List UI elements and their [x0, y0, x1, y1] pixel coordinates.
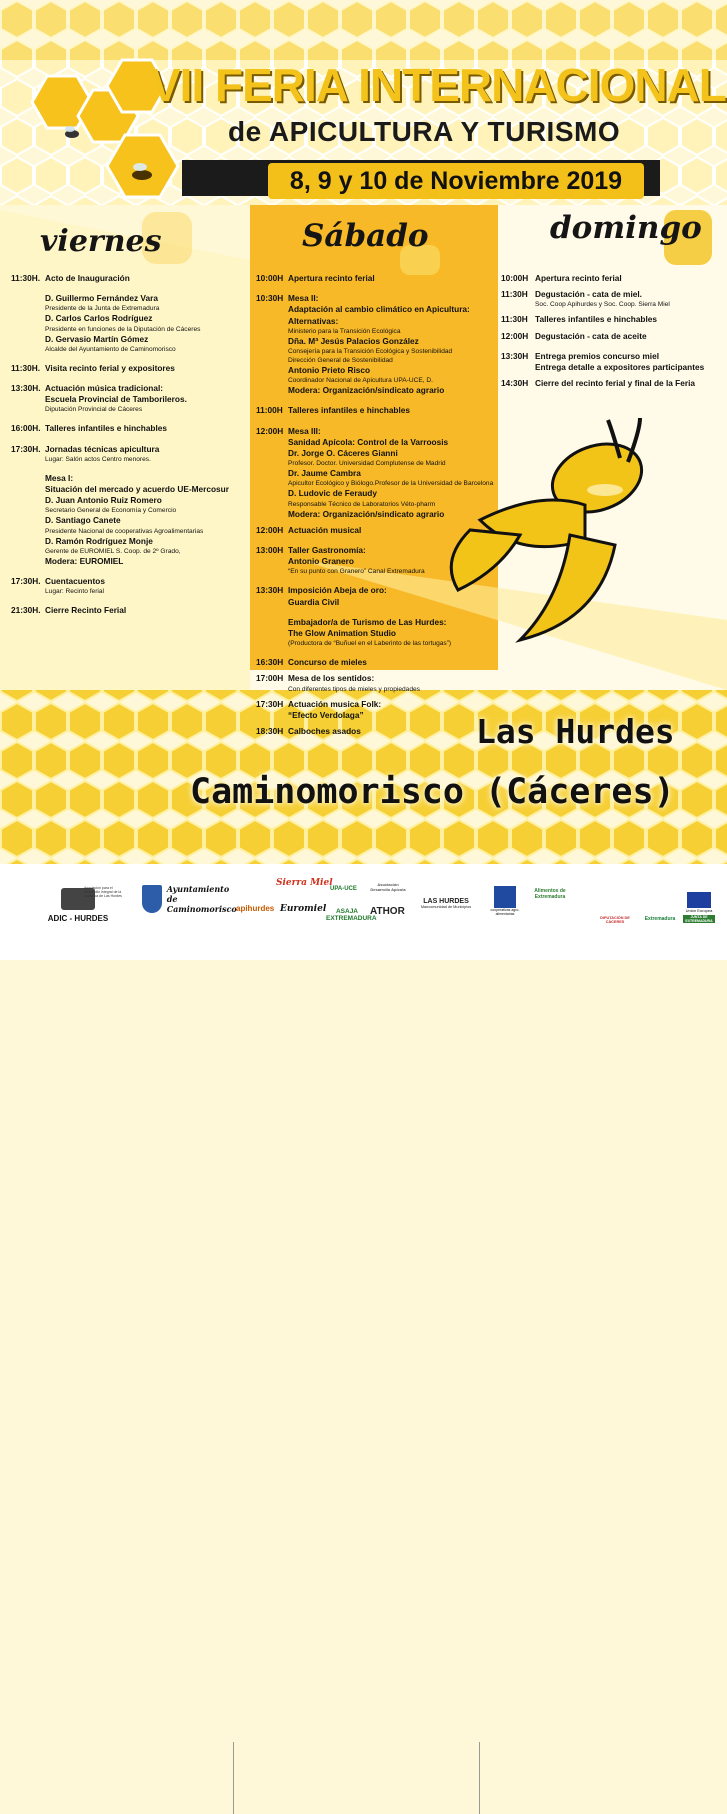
event-text: Modera: Organización/sindicato agrario	[288, 508, 445, 519]
schedule-line	[11, 473, 251, 484]
schedule-line	[11, 576, 251, 587]
event-text: Antonio Granero	[288, 556, 354, 567]
schedule-item	[256, 426, 501, 520]
schedule-item	[256, 273, 501, 284]
logo-apihurdes: apihurdes	[236, 904, 275, 913]
logo-ayuntamiento-label: Ayuntamiento de Caminomorisco	[166, 884, 237, 914]
event-time: 13:30H.	[11, 383, 41, 394]
schedule-line	[11, 363, 251, 374]
event-text: D. Ludovic de Feraudy	[288, 488, 377, 499]
spacer	[11, 374, 251, 383]
schedule-line	[11, 304, 251, 313]
event-time: 17:00H	[256, 673, 284, 684]
event-text: Cierre Recinto Ferial	[45, 605, 127, 616]
schedule-item	[11, 444, 251, 464]
event-detail: Presidente de la Junta de Extremadura	[45, 305, 160, 313]
schedule-line	[256, 488, 501, 499]
logo-sierramiel: Sierra Miel	[276, 878, 333, 888]
spacer	[256, 536, 501, 545]
event-detail: Responsable Técnico de Laboratorios Véto-pharm	[288, 500, 436, 508]
logo-upa: UPA-UCE	[330, 886, 357, 892]
event-text: Imposición Abeja de oro:	[288, 585, 387, 596]
schedule-item	[11, 383, 251, 414]
schedule-item	[501, 273, 721, 284]
event-time: 16:00H.	[11, 423, 41, 434]
logo-ada: Asociación Desarrollo Apícola	[370, 882, 406, 892]
event-subtitle: de APICULTURA Y TURISMO	[228, 116, 621, 147]
logo-alimentos: Alimentos de Extremadura	[534, 888, 566, 900]
schedule-line	[11, 334, 251, 345]
event-dates: 8, 9 y 10 de Noviembre 2019	[268, 163, 644, 199]
logo-ayuntamiento	[138, 884, 237, 914]
spacer	[256, 284, 501, 293]
schedule-line	[256, 437, 501, 448]
schedule-line	[256, 525, 501, 536]
schedule-item	[11, 363, 251, 374]
event-detail: Secretario General de Economía y Comercio	[45, 507, 177, 515]
logo-lashurdes-sub: Mancomunidad de Municipios	[420, 905, 472, 909]
spacer	[256, 608, 501, 617]
schedule-line	[256, 376, 501, 385]
event-text: D. Carlos Carlos Rodríguez	[45, 313, 153, 324]
shield-icon	[142, 885, 162, 913]
schedule-line	[501, 351, 721, 362]
schedule-line	[256, 673, 501, 684]
logo-lashurdes	[417, 898, 475, 909]
schedule-line	[11, 423, 251, 434]
event-time: 11:30H	[501, 314, 528, 325]
schedule-line	[11, 325, 251, 334]
logo-ue-label: Unión Europea	[685, 908, 713, 913]
event-time: 13:00H	[256, 545, 284, 556]
schedule-item	[256, 657, 501, 668]
schedule-friday	[11, 273, 251, 616]
event-text: Talleres infantiles e hinchables	[535, 314, 658, 325]
schedule-line	[256, 347, 501, 356]
event-text: Antonio Prieto Risco	[288, 365, 371, 376]
day-title-friday: viernes	[40, 224, 162, 259]
schedule-item	[256, 545, 501, 576]
event-text: D. Santiago Canete	[45, 515, 121, 526]
schedule-item	[256, 673, 501, 693]
spacer	[11, 354, 251, 363]
schedule-line	[501, 300, 721, 309]
event-text: Modera: EUROMIEL	[45, 555, 124, 566]
event-text: Entrega premios concurso miel	[535, 350, 660, 361]
schedule-line	[256, 356, 501, 365]
event-text: Embajador/a de Turismo de Las Hurdes:	[288, 616, 447, 627]
schedule-item	[256, 585, 501, 607]
schedule-item	[11, 473, 251, 567]
schedule-line	[256, 509, 501, 520]
schedule-line	[11, 293, 251, 304]
event-text: Visita recinto ferial y expositores	[45, 362, 175, 373]
schedule-line	[11, 273, 251, 284]
logo-cooperativas	[485, 886, 525, 916]
schedule-line	[11, 484, 251, 495]
divider	[479, 1742, 480, 1814]
schedule-line	[256, 479, 501, 488]
logo-lashurdes-label: LAS HURDES	[423, 898, 469, 905]
schedule-line	[11, 605, 251, 616]
event-text: Talleres infantiles e hinchables	[288, 405, 411, 416]
schedule-line	[256, 545, 501, 556]
schedule-item	[11, 423, 251, 434]
schedule-line	[11, 405, 251, 414]
event-title: VII FERIA INTERNACIONAL	[150, 59, 726, 111]
schedule-line	[256, 365, 501, 376]
schedule-line	[11, 536, 251, 547]
event-detail: Consejería para la Transición Ecológica y Sostenibilidad	[288, 348, 453, 356]
schedule-line	[256, 500, 501, 509]
event-detail: (Productora de “Buñuel en el Laberinto de las tortugas”)	[288, 640, 452, 648]
event-detail: Coordinador Nacional de Apicultura UPA-UCE, D.	[288, 377, 434, 385]
logo-junta-label: JUNTA DE EXTREMADURA	[683, 915, 715, 923]
event-detail: Dirección General de Sostenibilidad	[288, 357, 393, 365]
event-time: 13:30H	[256, 585, 284, 596]
spacer	[11, 464, 251, 473]
schedule-line	[256, 426, 501, 437]
event-detail: Presidente en funciones de la Diputación de Cáceres	[45, 325, 201, 333]
event-text: Acto de Inauguración	[45, 273, 130, 283]
logo-cooperativas-label: cooperativas agro-alimentarias	[490, 908, 520, 916]
event-text: D. Ramón Rodríguez Monje	[45, 535, 153, 546]
schedule-item	[256, 617, 501, 648]
event-detail: Ministerio para la Transición Ecológica	[288, 327, 401, 335]
schedule-item	[501, 351, 721, 373]
event-text: Mesa de los sentidos:	[288, 673, 375, 684]
schedule-line	[256, 327, 501, 336]
schedule-line	[11, 345, 251, 354]
schedule-line	[256, 293, 501, 304]
event-time: 11:30H.	[11, 362, 41, 373]
schedule-line	[11, 394, 251, 405]
event-text: Situación del mercado y acuerdo UE-Mercosur	[45, 484, 229, 495]
schedule-sunday	[501, 273, 721, 389]
spacer	[256, 648, 501, 657]
schedule-line	[256, 556, 501, 567]
spacer	[256, 576, 501, 585]
schedule-line	[256, 628, 501, 639]
schedule-line	[256, 448, 501, 459]
event-time: 11:00H	[256, 405, 283, 416]
event-text: Cierre del recinto ferial y final de la Feria	[535, 378, 696, 389]
event-detail: “En su punto con Granero” Canal Extremadura	[288, 568, 425, 576]
event-text: Dr. Jorge O. Cáceres Gianni	[288, 448, 398, 459]
schedule-item	[256, 699, 501, 721]
schedule-line	[256, 468, 501, 479]
event-detail: Diputación Provincial de Cáceres	[45, 406, 143, 414]
event-text: D. Gervasio Martín Gómez	[45, 333, 149, 344]
schedule-line	[256, 726, 501, 737]
spacer	[256, 417, 501, 426]
schedule-line	[256, 316, 501, 327]
schedule-line	[11, 547, 251, 556]
event-text: Entrega detalle a expositores participantes	[535, 362, 705, 373]
spacer	[11, 414, 251, 423]
schedule-line	[256, 585, 501, 596]
schedule-item	[501, 331, 721, 342]
spacer	[256, 396, 501, 405]
schedule-line	[256, 710, 501, 721]
event-time: 18:30H	[256, 726, 284, 737]
schedule-item	[256, 726, 501, 737]
schedule-line	[501, 378, 721, 389]
event-text: Jornadas técnicas apicultura	[45, 443, 160, 454]
spacer	[11, 435, 251, 444]
schedule-item	[256, 293, 501, 396]
event-time: 10:00H	[501, 273, 529, 283]
schedule-item	[11, 605, 251, 616]
event-detail: Apicultor Ecológico y Biólogo.Profesor de la Universidad de Barcelona	[288, 480, 494, 488]
event-text: Modera: Organización/sindicato agrario	[288, 385, 445, 396]
event-text: D. Juan Antonio Ruiz Romero	[45, 495, 162, 506]
event-detail: Lugar: Salón actos Centro menores.	[45, 455, 151, 463]
event-detail: Presidente Nacional de cooperativas Agroalimentarias	[45, 527, 204, 535]
sponsors-footer	[0, 864, 727, 960]
schedule-line	[256, 459, 501, 468]
schedule-item	[11, 576, 251, 596]
event-text: Talleres infantiles e hinchables	[45, 423, 168, 434]
logo-extremadura: Extremadura	[644, 916, 676, 922]
event-text: Actuación musica Folk:	[288, 698, 382, 709]
event-text: Cuentacuentos	[45, 576, 105, 587]
logo-athor: ATHOR	[370, 906, 405, 917]
logo-adic-sub: Asociación para el Desarrollo Integral de la Comarca de Las Hurdes	[84, 886, 122, 898]
event-text: Apertura recinto ferial	[535, 273, 622, 283]
schedule-item	[256, 525, 501, 536]
schedule-line	[11, 383, 251, 394]
location-town: Caminomorisco (Cáceres)	[190, 772, 675, 812]
schedule-line	[11, 556, 251, 567]
schedule-line	[256, 304, 501, 315]
day-title-saturday: Sábado	[302, 218, 429, 254]
event-text: The Glow Animation Studio	[288, 628, 397, 639]
schedule-line	[256, 597, 501, 608]
schedule-line	[11, 587, 251, 596]
schedule-item	[256, 405, 501, 416]
event-text: Degustación - cata de aceite	[535, 330, 647, 341]
event-text: Degustación - cata de miel.	[535, 289, 642, 300]
location-region: Las Hurdes	[476, 712, 675, 751]
schedule-line	[11, 506, 251, 515]
schedule-line	[501, 362, 721, 373]
schedule-line	[256, 273, 501, 284]
schedule-line	[256, 385, 501, 396]
event-text: Adaptación al cambio climático en Apicultura:	[288, 304, 470, 315]
event-time: 17:30H	[256, 698, 284, 709]
schedule-item	[11, 293, 251, 354]
event-time: 13:30H	[501, 350, 529, 361]
event-detail: Lugar: Recinto ferial	[45, 588, 105, 596]
spacer	[11, 567, 251, 576]
event-time: 12:00H	[256, 425, 284, 436]
schedule-line	[501, 273, 721, 284]
schedule-line	[11, 495, 251, 506]
logo-euromiel: Euromiel	[280, 904, 327, 914]
event-detail: Con diferentes tipos de mieles y propiedades	[288, 685, 420, 693]
schedule-item	[11, 273, 251, 284]
event-text: “Efecto Verdolaga”	[288, 709, 364, 720]
schedule-item	[501, 314, 721, 325]
event-text: Dr. Jaume Cambra	[288, 468, 361, 479]
schedule-line	[256, 699, 501, 710]
schedule-saturday	[256, 273, 501, 737]
divider	[233, 1742, 234, 1814]
event-detail: Profesor. Doctor. Universidad Complutense de Madrid	[288, 460, 446, 468]
event-detail: Soc. Coop Apihurdes y Soc. Coop. Sierra Miel	[535, 301, 670, 309]
event-detail: Gerente de EUROMIEL S. Coop. de 2º Grado,	[45, 547, 181, 555]
schedule-item	[501, 289, 721, 309]
event-time: 11:30H.	[11, 273, 41, 283]
event-text: Escuela Provincial de Tamborileros.	[45, 394, 187, 405]
event-text: Mesa I:	[45, 472, 74, 483]
event-text: Guardia Civil	[288, 596, 340, 607]
event-text: D. Guillermo Fernández Vara	[45, 293, 158, 304]
eu-flag-icon	[687, 892, 711, 908]
event-time: 11:30H	[501, 289, 528, 300]
event-time: 17:30H.	[11, 443, 41, 454]
event-text: Mesa III:	[288, 425, 321, 436]
schedule-line	[11, 515, 251, 526]
schedule-line	[256, 567, 501, 576]
event-time: 14:30H	[501, 378, 529, 389]
event-text: Calboches asados	[288, 726, 361, 737]
day-title-sunday: domingo	[550, 210, 702, 246]
event-text: Actuación música tradicional:	[45, 383, 164, 394]
schedule-line	[256, 657, 501, 668]
schedule-line	[256, 639, 501, 648]
event-time: 17:30H.	[11, 576, 41, 587]
schedule-line	[256, 685, 501, 694]
schedule-line	[11, 527, 251, 536]
event-time: 16:30H	[256, 657, 284, 668]
schedule-line	[501, 314, 721, 325]
spacer	[501, 342, 721, 351]
event-detail: Alcalde del Ayuntamiento de Caminomorisco	[45, 345, 176, 353]
schedule-line	[501, 331, 721, 342]
event-text: Sanidad Apícola: Control de la Varroosis	[288, 436, 449, 447]
schedule-line	[501, 289, 721, 300]
logo-adic-label: ADIC - HURDES	[47, 914, 109, 923]
event-time: 21:30H.	[11, 605, 41, 616]
event-time: 12:00H	[501, 330, 529, 341]
event-text: Apertura recinto ferial	[288, 273, 375, 283]
event-time: 12:00H	[256, 524, 284, 535]
event-text: Mesa II:	[288, 293, 319, 304]
event-text: Actuación musical	[288, 524, 362, 535]
spacer	[11, 596, 251, 605]
cooperativas-icon	[494, 886, 516, 908]
logo-asaja: ASAJA EXTREMADURA	[326, 908, 377, 922]
spacer	[11, 284, 251, 293]
schedule-line	[11, 313, 251, 324]
event-text: Alternativas:	[288, 315, 339, 326]
event-text: Concurso de mieles	[288, 657, 367, 668]
schedule-line	[11, 444, 251, 455]
event-time: 10:00H	[256, 273, 284, 283]
logo-ue	[683, 892, 715, 923]
event-time: 10:30H	[256, 293, 284, 304]
schedule-line	[256, 336, 501, 347]
schedule-item	[501, 378, 721, 389]
logo-diputacion: DIPUTACIÓN DE CÁCERES	[600, 916, 630, 924]
schedule-line	[256, 617, 501, 628]
event-text: Dña. Mª Jesús Palacios González	[288, 335, 419, 346]
schedule-line	[256, 405, 501, 416]
event-text: Taller Gastronomía:	[288, 545, 366, 556]
schedule-line	[11, 455, 251, 464]
